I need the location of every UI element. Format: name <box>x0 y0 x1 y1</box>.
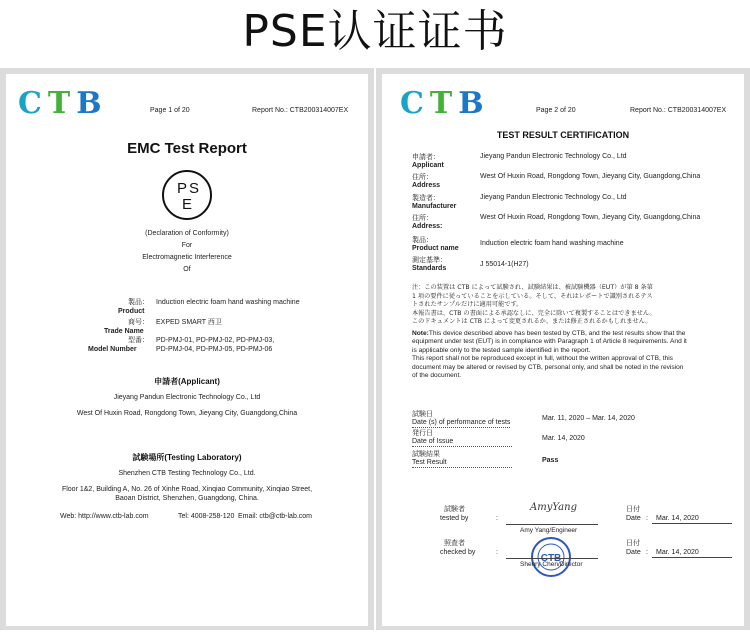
note-english: Note:This device described above has been tested by CTB, and the test results show that the equipment under test (EUT) is in compliance with Paragraph 1 of Article 8 requirements. And it is applicable only to the tested sample identified in the report. This report shall not be reproduced except in full, without the written approval of CTB, this document may be altered or revised by CTB, personal only, and shall be noted in the revision of the document. <box>412 330 687 380</box>
model-line-2: PD-PMJ-04, PD-PMJ-05, PD-PMJ-06 <box>156 346 273 353</box>
model-label-cn: 型番： <box>128 337 149 344</box>
logo-c: C <box>18 86 42 121</box>
address2-label-cn: 住所： <box>412 215 433 222</box>
address2-label-en: Address: <box>412 223 443 230</box>
checked-date-label: Date <box>626 549 641 556</box>
tested-date-label: Date <box>626 515 641 522</box>
ctb-logo-page2 <box>400 88 510 120</box>
tested-date-value: Mar. 14, 2020 <box>656 515 699 522</box>
note-label: Note: <box>412 330 429 337</box>
tested-label-en: tested by <box>440 515 469 522</box>
tested-title: Amy Yang/Engineer <box>520 527 578 534</box>
left-document-panel <box>0 68 374 630</box>
lab-address-2: Baoan District, Shenzhen, Guangdong, China. <box>115 495 259 502</box>
applicant-address: West Of Huxin Road, Rongdong Town, Jieyang City, Guangdong,China <box>76 410 298 417</box>
standards-label-en: Standards <box>412 265 447 272</box>
report-number: Report No.: CTB200314007EX <box>252 107 349 114</box>
pse-letter-e: E <box>182 196 193 213</box>
ctb-seal-icon <box>530 536 572 578</box>
address-value: West Of Huxin Road, Rongdong Town, Jieyang City, Guangdong,China <box>480 173 701 180</box>
checked-date-value: Mar. 14, 2020 <box>656 549 699 556</box>
checked-date-colon: : <box>646 549 648 556</box>
checked-signature-line <box>506 558 598 559</box>
interference-line: Electromagnetic Interference <box>142 254 232 261</box>
lab-email: Email: ctb@ctb-lab.com <box>238 513 313 520</box>
standards-value: J 55014-1(H27) <box>480 261 529 268</box>
manufacturer-label-cn: 製造者： <box>412 195 440 202</box>
logo-b: B <box>458 86 484 121</box>
trademark-label-cn: 商号： <box>128 319 149 326</box>
page-number: Page 2 of 20 <box>536 107 576 114</box>
tested-label-cn: 試験者 <box>444 506 465 513</box>
trademark-value: EXPED SMART 西卫 <box>156 319 222 326</box>
lab-heading: 試験場所(Testing Laboratory) <box>132 453 242 462</box>
tested-signature-line <box>506 524 598 525</box>
trademark-label-en: Trade Name <box>104 328 144 335</box>
address-label-cn: 住所： <box>412 174 433 181</box>
page-number: Page 1 of 20 <box>150 107 190 114</box>
test-date-value: Mar. 11, 2020 – Mar. 14, 2020 <box>542 415 635 422</box>
declaration-line: (Declaration of Conformity) <box>145 230 229 237</box>
certification-title: TEST RESULT CERTIFICATION <box>496 130 630 140</box>
report-number: Report No.: CTB200314007EX <box>630 107 727 114</box>
issue-date-label-cn: 発行日 <box>412 430 433 437</box>
tested-date-label-cn: 日付 <box>626 506 640 513</box>
applicant-label-cn: 申請者： <box>412 154 440 161</box>
product-label-cn: 製品： <box>412 237 433 244</box>
checked-title: Shenry Chen/Director <box>520 561 583 568</box>
logo-c: C <box>400 86 424 121</box>
manufacturer-label-en: Manufacturer <box>412 203 457 210</box>
result-label-en: Test Result <box>412 458 512 468</box>
ctb-logo <box>18 88 128 120</box>
for-line: For <box>181 242 193 249</box>
note-japanese: 注：この装置は CTB によって試験され、試験結果は、被試験機器（EUT）が第 8 条第 1 項の要件に従っていることを示している。そして、それはレポートで識別されるテス トされたサンプルだけに適用可能です。 本報告書は、CTB の書面による承認なしに、完全に除いて複製することはできません。 このドキュメントは CTB によって変更されるか、または修正されるかもしれません。 <box>412 284 656 326</box>
applicant-heading: 申請者(Applicant) <box>154 377 220 386</box>
pse-letter-p: P <box>177 180 188 197</box>
lab-web: Web: http://www.ctb-lab.com <box>60 513 149 520</box>
seal-text: CTB <box>540 553 562 564</box>
page-2-sheet <box>382 74 744 626</box>
address-label-en: Address <box>412 182 441 189</box>
standards-label-cn: 測定基準： <box>412 257 447 264</box>
lab-tel: Tel: 4008-258-120 <box>178 513 235 520</box>
product-value: Induction electric foam hand washing machine <box>156 299 300 306</box>
checked-label-en: checked by <box>440 549 476 556</box>
logo-t: T <box>47 86 71 121</box>
of-line: Of <box>183 266 191 273</box>
page-1-sheet <box>6 74 368 626</box>
logo-t: T <box>429 86 453 121</box>
pse-mark-icon <box>161 169 213 221</box>
checked-label-cn: 照査者 <box>444 540 465 547</box>
checked-date-label-cn: 日付 <box>626 540 640 547</box>
issue-date-label-en: Date of Issue <box>412 437 512 447</box>
pse-letter-s: S <box>189 180 200 197</box>
banner-title: PSE认证证书 <box>242 6 508 57</box>
product-label-cn: 製品： <box>128 299 149 306</box>
model-line-1: PD-PMJ-01, PD-PMJ-02, PD-PMJ-03, <box>156 337 275 344</box>
product-value: Induction electric foam hand washing machine <box>480 240 624 247</box>
product-label-en: Product <box>118 308 145 315</box>
result-value: Pass <box>542 457 559 464</box>
checked-colon: : <box>496 549 498 556</box>
tested-date-colon: : <box>646 515 648 522</box>
test-date-label-cn: 試験日 <box>412 411 433 418</box>
tested-date-line <box>652 523 732 524</box>
product-label-en: Product name <box>412 245 459 252</box>
issue-date-value: Mar. 14, 2020 <box>542 435 585 442</box>
applicant-label-en: Applicant <box>412 162 444 169</box>
result-label-cn: 試験結果 <box>412 451 440 458</box>
right-document-panel <box>376 68 750 630</box>
test-date-label-en: Date (s) of performance of tests <box>412 419 511 426</box>
applicant-value: Jieyang Pandun Electronic Technology Co., Ltd <box>480 153 627 160</box>
model-label-en: Model Number <box>88 346 137 353</box>
tested-signature: AmyYang <box>530 502 577 513</box>
lab-address-1: Floor 1&2, Building A, No. 26 of Xinhe Road, Xinqiao Community, Xinqiao Street, <box>61 486 313 493</box>
manufacturer-value: Jieyang Pandun Electronic Technology Co., Ltd <box>480 194 627 201</box>
applicant-name: Jieyang Pandun Electronic Technology Co., Ltd <box>113 394 261 401</box>
tested-colon: : <box>496 515 498 522</box>
report-title: EMC Test Report <box>127 140 247 157</box>
logo-b: B <box>76 86 102 121</box>
checked-date-line <box>652 557 732 558</box>
address2-value: West Of Huxin Road, Rongdong Town, Jieyang City, Guangdong,China <box>480 214 701 221</box>
lab-name: Shenzhen CTB Testing Technology Co., Ltd. <box>118 470 256 477</box>
